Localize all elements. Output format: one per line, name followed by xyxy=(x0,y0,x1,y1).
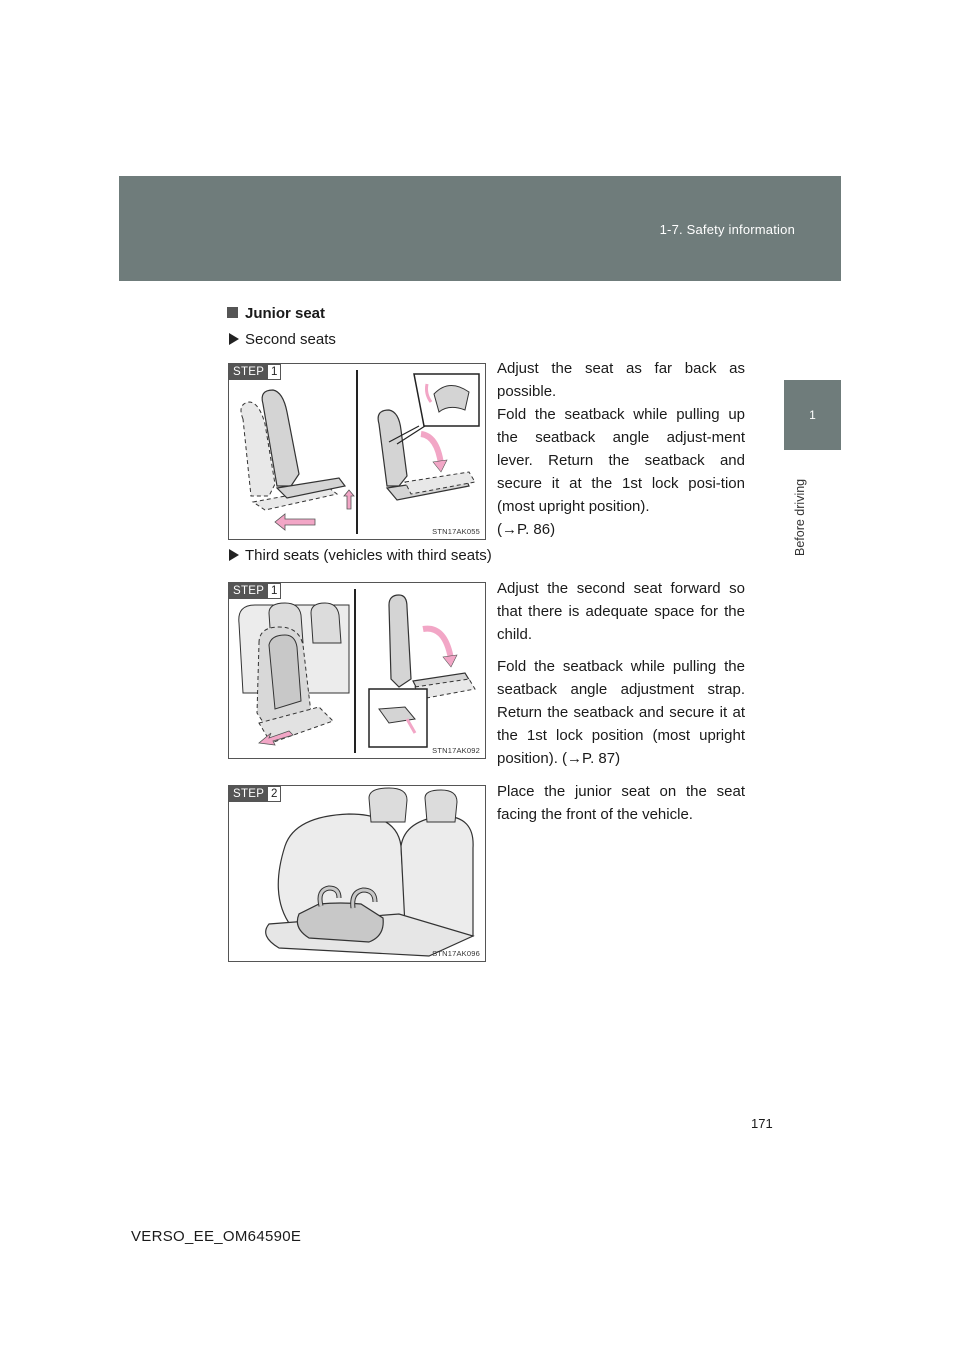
step-word: STEP xyxy=(229,786,268,802)
seat-illustration xyxy=(229,364,485,539)
instructions-step2 xyxy=(497,780,745,826)
step-number: 1 xyxy=(268,583,281,599)
chapter-label: Before driving xyxy=(793,478,807,556)
step-badge xyxy=(229,364,281,380)
figure-second-seats-step1 xyxy=(228,363,486,540)
step-word: STEP xyxy=(229,364,268,380)
figure-code: STN17AK096 xyxy=(432,949,480,958)
instructions-third-seats xyxy=(497,577,745,770)
side-label xyxy=(793,458,813,558)
side-tab xyxy=(784,380,841,450)
header-band xyxy=(119,176,841,281)
paragraph: Place the junior seat on the seat facing the front of the vehicle. xyxy=(497,783,745,823)
section-heading xyxy=(227,305,325,322)
junior-seat-illustration xyxy=(229,786,485,961)
step-badge xyxy=(229,583,281,599)
square-bullet-icon xyxy=(227,307,238,318)
chapter-title: 1-7. Safety information xyxy=(659,222,795,237)
paragraph: Fold the seatback while pulling up the seatback angle adjust-ment lever. Return the seatback and secure it at the 1st lock posi-tion (most upright position). xyxy=(497,406,745,515)
triangle-bullet-icon xyxy=(229,333,239,345)
sub-heading-text: Third seats (vehicles with third seats) xyxy=(245,547,492,564)
step-number: 1 xyxy=(268,364,281,380)
step-badge xyxy=(229,786,281,802)
sub-heading-second-seats xyxy=(229,331,336,348)
step-word: STEP xyxy=(229,583,268,599)
instructions-second-seats xyxy=(497,357,745,541)
figure-code: STN17AK092 xyxy=(432,746,480,755)
paragraph: Adjust the seat as far back as possible. xyxy=(497,360,745,400)
sub-heading-text: Second seats xyxy=(245,331,336,348)
document-code: VERSO_EE_OM64590E xyxy=(131,1228,302,1245)
paragraph: Fold the seatback while pulling the seatback angle adjustment strap. Return the seatback and secure it at the 1st lock position (most upright position). (→P. 87) xyxy=(497,658,745,767)
seat-illustration xyxy=(229,583,485,758)
chapter-number: 1 xyxy=(809,408,816,422)
figure-code: STN17AK055 xyxy=(432,527,480,536)
paragraph: Adjust the second seat forward so that there is adequate space for the child. xyxy=(497,580,745,643)
figure-third-seats-step2 xyxy=(228,785,486,962)
page-number: 171 xyxy=(751,1116,773,1131)
sub-heading-third-seats xyxy=(229,547,492,564)
section-heading-text: Junior seat xyxy=(245,305,326,322)
triangle-bullet-icon xyxy=(229,549,239,561)
paragraph: (→P. 86) xyxy=(497,521,556,538)
step-number: 2 xyxy=(268,786,281,802)
figure-third-seats-step1 xyxy=(228,582,486,759)
